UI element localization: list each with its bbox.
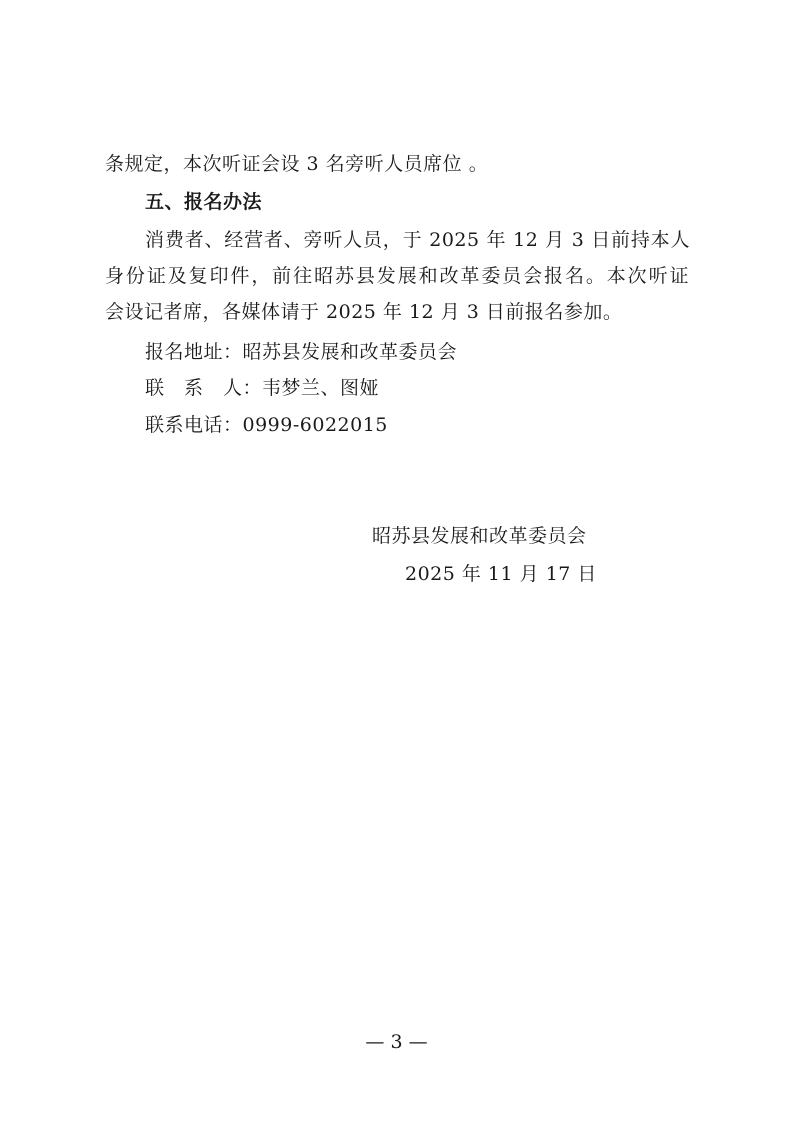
signature-organization: 昭苏县发展和改革委员会 [372, 525, 587, 547]
contact-phone: 联系电话：0999-6022015 [145, 414, 388, 436]
paragraph-line: 身份证及复印件，前往昭苏县发展和改革委员会报名。本次听证 [105, 265, 689, 287]
paragraph-line: 会设记者席，各媒体请于 2025 年 12 月 3 日前报名参加。 [105, 301, 623, 323]
signature-date: 2025 年 11 月 17 日 [405, 563, 597, 585]
page-number: — 3 — [365, 1031, 428, 1053]
paragraph-line: 消费者、经营者、旁听人员，于 2025 年 12 月 3 日前持本人 [145, 229, 690, 251]
section-heading: 五、报名办法 [145, 191, 263, 213]
continued-paragraph-line: 条规定，本次听证会设 3 名旁听人员席位 。 [105, 153, 489, 175]
registration-address: 报名地址：昭苏县发展和改革委员会 [145, 341, 458, 363]
contact-person: 联 系 人：韦梦兰、图娅 [145, 377, 380, 399]
